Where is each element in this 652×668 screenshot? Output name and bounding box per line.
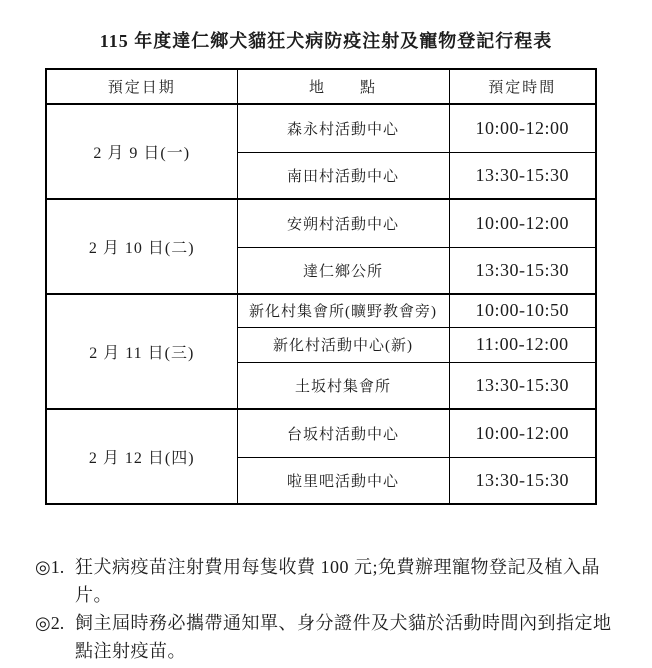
table-row [46, 199, 596, 247]
location-cell: 森永村活動中心 [237, 104, 449, 152]
date-cell: 2 月 12 日(四) [46, 409, 237, 504]
time-cell: 10:00-10:50 [449, 294, 596, 327]
document-page [0, 27, 652, 668]
time-cell: 11:00-12:00 [449, 327, 596, 362]
location-cell: 達仁鄉公所 [237, 247, 449, 294]
time-cell: 13:30-15:30 [449, 362, 596, 409]
note-text: 飼主屆時務必攜帶通知單、身分證件及犬貓於活動時間內到指定地點注射疫苗。 [75, 613, 612, 661]
note-text: 狂犬病疫苗注射費用每隻收費 100 元;免費辦理寵物登記及植入晶片。 [75, 557, 600, 605]
time-cell: 13:30-15:30 [449, 457, 596, 504]
time-cell: 10:00-12:00 [449, 104, 596, 152]
header-cell-time: 預定時間 [449, 69, 596, 104]
schedule-table [45, 68, 597, 505]
table-row [46, 294, 596, 327]
table-row [46, 104, 596, 152]
note-marker: ◎2. [35, 613, 65, 633]
location-cell: 新化村活動中心(新) [237, 327, 449, 362]
location-cell: 啦里吧活動中心 [237, 457, 449, 504]
location-cell: 土坂村集會所 [237, 362, 449, 409]
header-cell-date: 預定日期 [46, 69, 237, 104]
location-cell: 台坂村活動中心 [237, 409, 449, 457]
table-header-row [46, 69, 596, 104]
table-row [46, 409, 596, 457]
note-marker: ◎1. [35, 557, 65, 577]
location-cell: 安朔村活動中心 [237, 199, 449, 247]
date-cell: 2 月 10 日(二) [46, 199, 237, 294]
location-cell: 南田村活動中心 [237, 152, 449, 199]
time-cell: 13:30-15:30 [449, 247, 596, 294]
time-cell: 10:00-12:00 [449, 409, 596, 457]
time-cell: 10:00-12:00 [449, 199, 596, 247]
date-cell: 2 月 11 日(三) [46, 294, 237, 409]
location-cell: 新化村集會所(曠野教會旁) [237, 294, 449, 327]
date-cell: 2 月 9 日(一) [46, 104, 237, 199]
header-cell-location: 地 點 [237, 69, 449, 104]
note-item [35, 553, 624, 609]
note-item [35, 609, 624, 665]
page-title: 115 年度達仁鄉犬貓狂犬病防疫注射及寵物登記行程表 [99, 31, 553, 51]
time-cell: 13:30-15:30 [449, 152, 596, 199]
footnotes [35, 553, 624, 665]
